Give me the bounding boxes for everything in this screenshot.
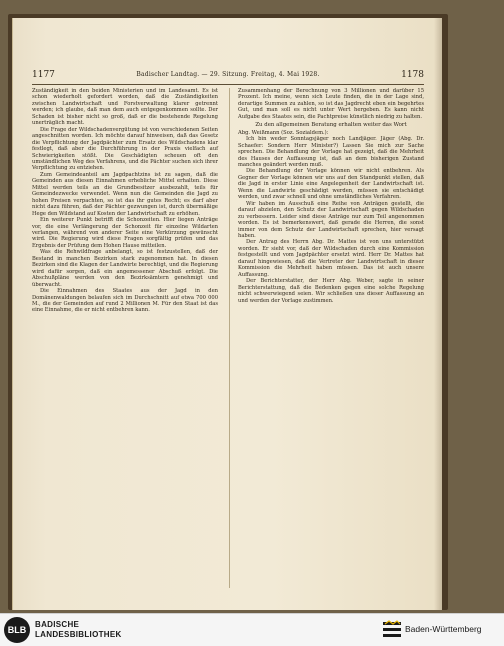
right-page-number: 1178 [401, 70, 424, 80]
page-header [32, 70, 424, 84]
body-paragraph: Ein weiterer Punkt betrifft die Schonzeiten. Hier liegen Anträge vor, die eine Verlängerung der Schonzeit für einzelne Wildarten verlangen, während von anderer Seite eine Verkürzung gewünscht wird. Die Regierung wird diese Fragen sorgfältig prüfen und das Ergebnis der Prüfung dem Hohen Hause mitteilen. [32, 217, 218, 249]
body-paragraph: Wir haben im Ausschuß eine Reihe von Anträgen gestellt, die darauf abzielen, den Schutz der Landwirtschaft gegen Wildschaden zu verbessern. Leider sind diese Anträge nur zum Teil angenommen worden. Es ist bemerkenswert, daß gerade die Herren, die sonst immer von dem Schutz der Landwirtschaft sprechen, hier versagt haben. [238, 200, 424, 239]
body-paragraph: Zusammenhang der Berechnung von 3 Millionen und darüber 15 Prozent. Ich meine, wenn sich Leute finden, die in der Lage sind, derartige Summen zu zahlen, so ist das Jagdrecht eben ein begehrtes Gut, und man soll es nicht unter Wert hergeben. Es kann nicht Aufgabe des Staates sein, die Pachtpreise künstlich niedrig zu halten. [238, 88, 424, 120]
library-name-line2: LANDESBIBLIOTHEK [35, 630, 122, 639]
body-paragraph: Was die Rehwildfrage anbelangt, so ist festzustellen, daß der Bestand in manchen Bezirken stark zugenommen hat. In diesen Bezirken sind die Klagen der Landwirte berechtigt, und die Regierung wird dafür sorgen, daß ein angemessener Abschuß erfolgt. Die Abschußpläne werden von den Bezirksämtern genehmigt und überwacht. [32, 249, 218, 288]
left-page-number: 1177 [32, 70, 55, 80]
right-text-column [238, 88, 424, 304]
running-title: Badischer Landtag. — 29. Sitzung. Freitag, 4. Mai 1928. [136, 71, 320, 78]
column-divider [229, 88, 230, 588]
section-heading: Zu den allgemeinen Beratung erhalten weiter das Wort [255, 122, 407, 129]
partner-name[interactable]: Baden-Württemberg [405, 624, 482, 634]
body-paragraph: Zum Gemeindeanteil am Jagdpachtzins ist zu sagen, daß die Gemeinden aus diesen Einnahmen erhebliche Mittel erhalten. Diese Mittel werden teils an die Grundbesitzer ausbezahlt, teils für Gemeindezwecke verwendet. Wenn nun die Gemeinden die Jagd zu hohen Preisen verpachten, so ist das ihr gutes Recht; es darf aber nicht dazu führen, daß der Pächter gezwungen ist, durch übermäßige Hege den Wildstand auf Kosten der Landwirtschaft zu erhöhen. [32, 171, 218, 217]
page-gutter-shadow [434, 18, 442, 610]
left-text-column [32, 88, 218, 314]
body-paragraph: Ich bin weder Sonntagsjäger noch Landjäger. Jäger (Abg. Dr. Schaefer: Sondern Herr Minister?) Lassen Sie mich zur Sache sprechen. Die Behandlung der Vorlage hat gezeigt, daß die Mehrheit des Hauses der Auffassung ist, daß an dem bisherigen Zustand manches geändert werden muß. [238, 136, 424, 168]
body-paragraph: Der Berichterstatter, der Herr Abg. Weber, sagte in seiner Berichterstattung, daß die Bedenken gegen eine solche Regelung nicht schwerwiegend seien. Wir schließen uns dieser Auffassung an und werden der Vorlage zustimmen. [238, 278, 424, 304]
body-paragraph: Die Frage der Wildschadenvergütung ist von verschiedenen Seiten angeschnitten worden. Ich möchte darauf hinweisen, daß das Gesetz die Verpflichtung der Jagdpächter zum Ersatz des Wildschadens klar festlegt, daß aber die Durchführung in der Praxis vielfach auf Schwierigkeiten stößt. Die Geschädigten scheuen oft den umständlichen Weg des Verfahrens, und die Pächter suchen sich ihrer Verpflichtung zu entziehen. [32, 126, 218, 172]
library-name[interactable] [35, 620, 122, 640]
body-paragraph: Zuständigkeit in den beiden Ministerien und im Landesamt. Es ist schon wiederholt gefordert worden, daß die Zuständigkeiten zwischen Landwirtschaft und Forstverwaltung klarer getrennt werden; ich glaube, daß man dem auch entgegenkommen sollte. Der Schaden ist bisher nicht so groß, daß er die bestehende Regelung unerträglich macht. [32, 88, 218, 127]
body-paragraph: Die Einnahmen des Staates aus der Jagd in den Domänenwaldungen belaufen sich im Durchschnitt auf etwa 700 000 M., die der Gemeinden auf rund 2 Millionen M. Für den Staat ist das eine Einnahme, die er nicht entbehren kann. [32, 288, 218, 314]
header-rule [32, 84, 424, 85]
library-name-line1: BADISCHE [35, 620, 80, 629]
body-paragraph: Abg. Weißmann (Soz. Sozialdem.): [238, 129, 329, 136]
blb-logo[interactable]: BLB [4, 617, 30, 643]
baden-wuerttemberg-crest-icon [381, 619, 403, 641]
library-footer [0, 613, 504, 646]
body-paragraph: Der Antrag des Herrn Abg. Dr. Mattes ist von uns unterstützt worden. Er sieht vor, daß der Wildschaden durch eine Kommission festgestellt und vom Jagdpächter ersetzt wird. Herr Dr. Mattes hat darauf hingewiesen, daß die Vertreter der Landwirtschaft in dieser Kommission die Mehrheit haben müssen. Das ist auch unsere Auffassung. [238, 239, 424, 278]
body-paragraph: Die Behandlung der Vorlage können wir nicht entbehren. Als Gegner der Vorlage können wir uns auf den Standpunkt stellen, daß die Jagd in erster Linie eine Angelegenheit der Landwirtschaft ist. Wenn die Landwirte geschädigt werden, müssen sie entschädigt werden, und zwar schnell und ohne umständliches Verfahren. [238, 168, 424, 201]
